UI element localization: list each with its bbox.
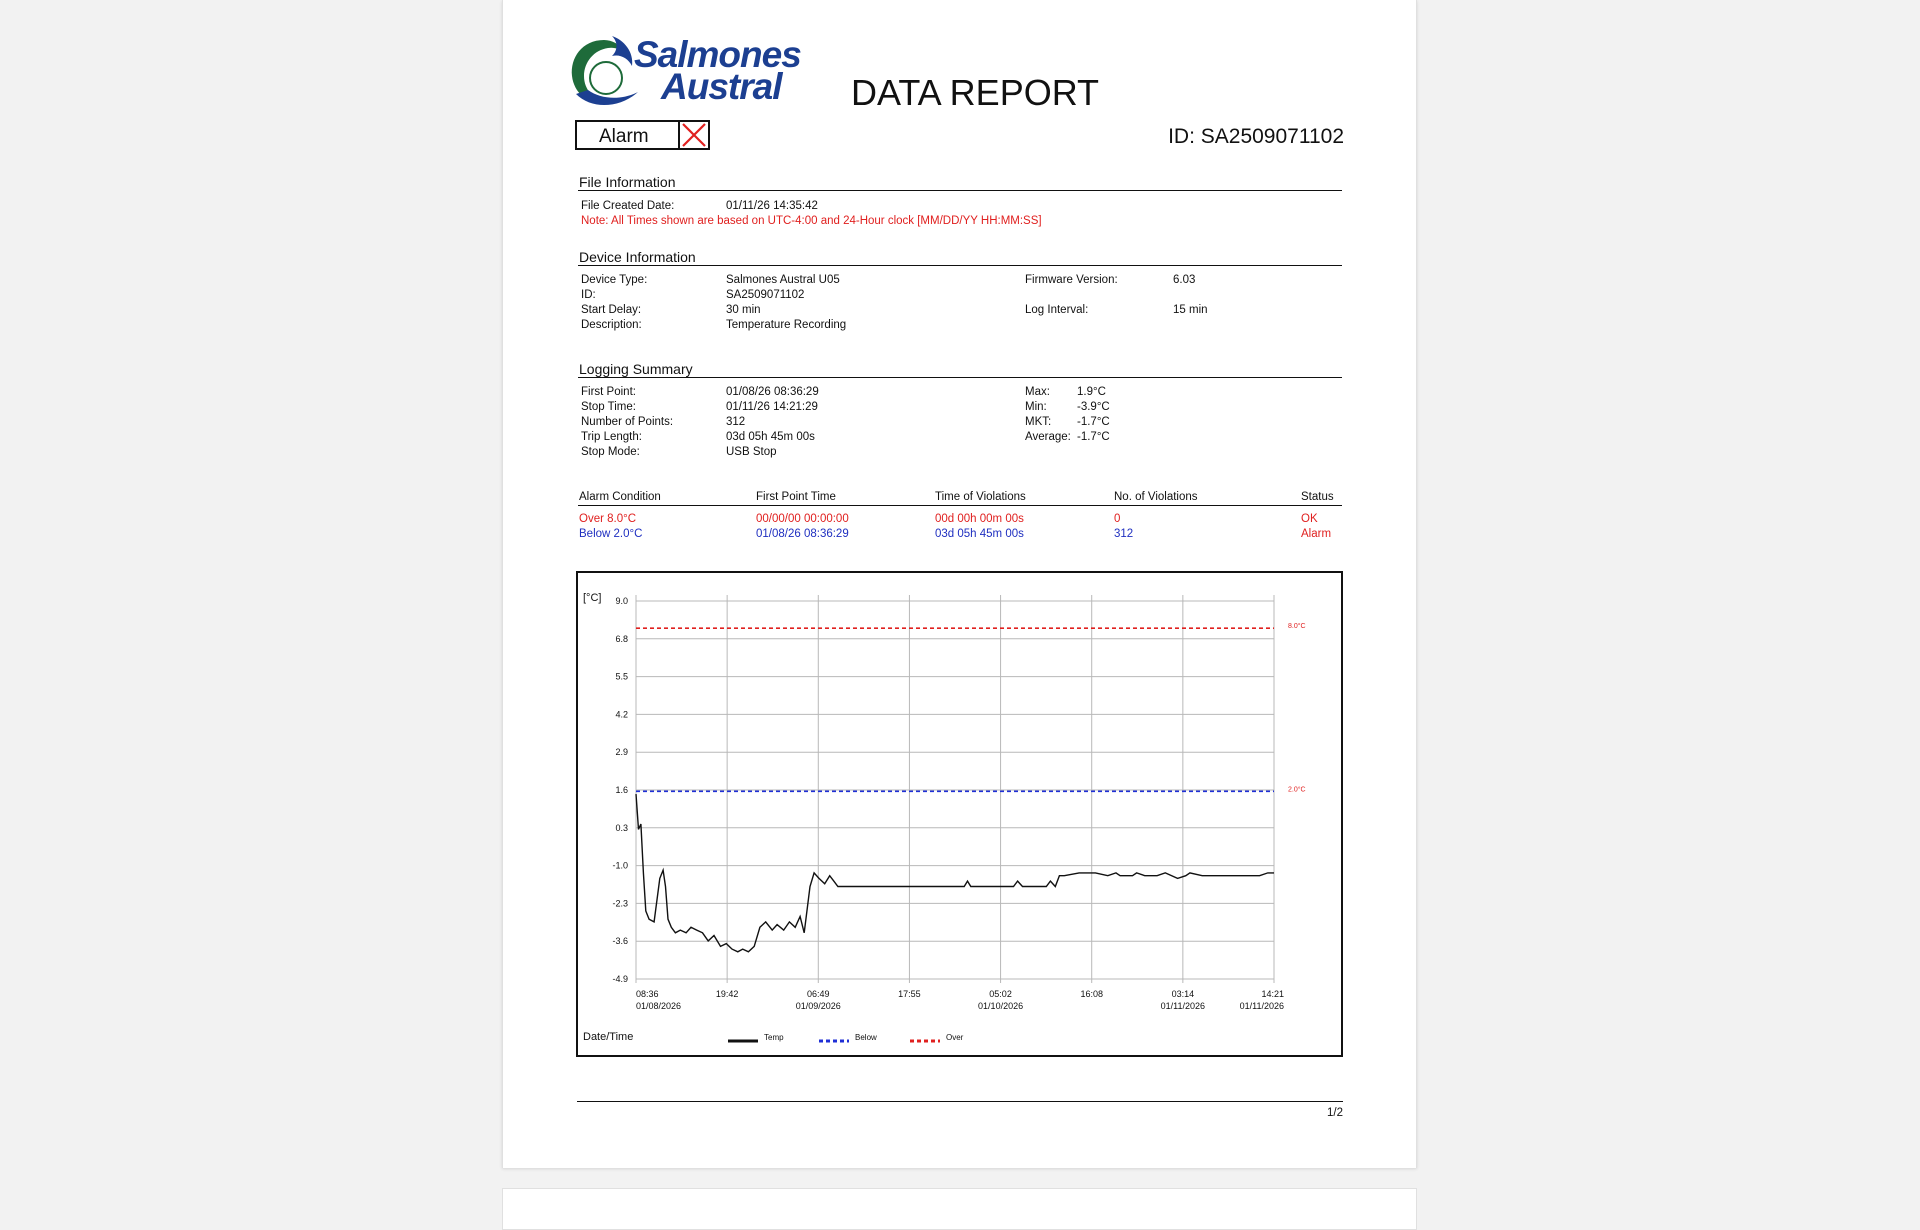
firmware-value: 6.03 <box>1173 274 1196 286</box>
legend-below-label: Below <box>855 1033 877 1042</box>
x-tick-label: 14:21 <box>1261 989 1284 999</box>
description-label: Description: <box>581 319 642 331</box>
alarm-row-cell: 0 <box>1114 513 1121 525</box>
y-tick-label: -3.6 <box>612 936 628 947</box>
x-tick-label: 17:55 <box>898 989 921 999</box>
y-tick-label: 9.0 <box>615 596 628 606</box>
stop-time-label: Stop Time: <box>581 401 636 413</box>
alarm-row-status: OK <box>1301 513 1318 525</box>
logging-summary-title: Logging Summary <box>579 361 693 377</box>
x-tick-date: 01/08/2026 <box>636 1001 682 1011</box>
alarm-row-cell: 03d 05h 45m 00s <box>935 528 1024 540</box>
mkt-label: MKT: <box>1025 416 1052 428</box>
device-id-label: ID: <box>581 289 596 301</box>
alarm-badge-label: Alarm <box>599 126 649 147</box>
file-info-title: File Information <box>579 174 676 190</box>
page-number: 1/2 <box>1327 1107 1343 1119</box>
device-info-title: Device Information <box>579 249 696 265</box>
y-tick-label: -2.3 <box>612 898 628 909</box>
legend-over-label: Over <box>946 1033 964 1042</box>
section-divider <box>578 190 1342 191</box>
alarm-table-header: Status <box>1301 491 1334 503</box>
alarm-row-status: Alarm <box>1301 528 1332 540</box>
alarm-badge <box>575 120 710 150</box>
alarm-row-cell: 312 <box>1114 528 1134 540</box>
first-point-value: 01/08/26 08:36:29 <box>726 386 819 398</box>
average-label: Average: <box>1025 431 1071 443</box>
mkt-value: -1.7°C <box>1077 416 1110 428</box>
salmon-logo-icon <box>568 34 640 110</box>
trip-length-value: 03d 05h 45m 00s <box>726 431 815 443</box>
x-tick-date: 01/11/2026 <box>1239 1001 1284 1011</box>
y-tick-label: 5.5 <box>615 671 628 682</box>
device-id-value: SA2509071102 <box>726 289 805 301</box>
file-created-label: File Created Date: <box>581 200 675 212</box>
alarm-row-cell: Over 8.0°C <box>579 513 637 525</box>
points-value: 312 <box>726 416 746 428</box>
start-delay-label: Start Delay: <box>581 304 642 316</box>
x-tick-date: 01/10/2026 <box>978 1001 1024 1011</box>
file-created-value: 01/11/26 14:35:42 <box>726 200 818 212</box>
y-tick-label: -1.0 <box>612 860 628 871</box>
max-label: Max: <box>1025 386 1050 398</box>
description-value: Temperature Recording <box>726 319 847 331</box>
temp-series-line <box>636 794 1274 952</box>
y-axis-label: [°C] <box>583 592 602 604</box>
header-device-id: ID: SA2509071102 <box>1168 125 1344 148</box>
min-label: Min: <box>1025 401 1047 413</box>
alarm-table-header: Alarm Condition <box>579 491 661 503</box>
time-note: Note: All Times shown are based on UTC-4:00 and 24-Hour clock [MM/DD/YY HH:MM:SS] <box>581 215 1042 227</box>
x-tick-label: 16:08 <box>1080 989 1103 999</box>
average-value: -1.7°C <box>1077 431 1110 443</box>
logo-line1: Salmones <box>634 34 801 75</box>
y-tick-label: 0.3 <box>615 822 628 833</box>
alarm-table-header: First Point Time <box>756 491 836 503</box>
over-limit-label: 8.0°C <box>1288 623 1306 631</box>
stop-mode-value: USB Stop <box>726 446 777 458</box>
y-tick-label: -4.9 <box>612 974 628 984</box>
y-tick-label: 4.2 <box>615 709 628 720</box>
next-page-edge <box>502 1188 1417 1230</box>
x-tick-date: 01/09/2026 <box>795 1001 841 1011</box>
legend-temp-label: Temp <box>764 1033 784 1042</box>
x-tick-label: 06:49 <box>807 989 830 999</box>
temperature-chart <box>576 571 1343 1057</box>
section-divider <box>578 505 1342 506</box>
report-title: DATA REPORT <box>851 72 1100 113</box>
alarm-row-cell: 00/00/00 00:00:00 <box>756 513 849 525</box>
max-value: 1.9°C <box>1077 386 1106 398</box>
x-axis-label: Date/Time <box>583 1031 634 1043</box>
y-tick-label: 2.9 <box>615 747 628 758</box>
points-label: Number of Points: <box>581 416 674 428</box>
y-tick-label: 1.6 <box>615 785 628 795</box>
x-tick-label: 19:42 <box>715 989 739 999</box>
stop-mode-label: Stop Mode: <box>581 446 640 458</box>
alarm-table-header: Time of Violations <box>935 491 1026 503</box>
device-type-value: Salmones Austral U05 <box>726 274 840 286</box>
log-interval-value: 15 min <box>1173 304 1208 316</box>
firmware-label: Firmware Version: <box>1025 274 1118 286</box>
alarm-x-icon <box>678 120 710 150</box>
alarm-row-cell: 01/08/26 08:36:29 <box>756 528 849 540</box>
start-delay-value: 30 min <box>726 304 761 316</box>
logo-line2: Austral <box>661 66 782 107</box>
section-divider <box>578 377 1342 378</box>
x-tick-label: 08:36 <box>636 989 659 999</box>
min-value: -3.9°C <box>1077 401 1110 413</box>
trip-length-label: Trip Length: <box>581 431 642 443</box>
x-tick-label: 03:14 <box>1171 989 1195 999</box>
x-tick-label: 05:02 <box>989 989 1012 999</box>
section-divider <box>578 265 1342 266</box>
x-tick-date: 01/11/2026 <box>1160 1001 1206 1011</box>
device-type-label: Device Type: <box>581 274 648 286</box>
y-tick-label: 6.8 <box>615 633 628 644</box>
footer-divider <box>577 1101 1343 1102</box>
first-point-label: First Point: <box>581 386 636 398</box>
alarm-row-cell: 00d 00h 00m 00s <box>935 513 1024 525</box>
below-limit-label: 2.0°C <box>1288 786 1306 794</box>
log-interval-label: Log Interval: <box>1025 304 1089 316</box>
stop-time-value: 01/11/26 14:21:29 <box>726 401 818 413</box>
alarm-table-header: No. of Violations <box>1114 491 1198 503</box>
alarm-row-cell: Below 2.0°C <box>579 528 643 540</box>
